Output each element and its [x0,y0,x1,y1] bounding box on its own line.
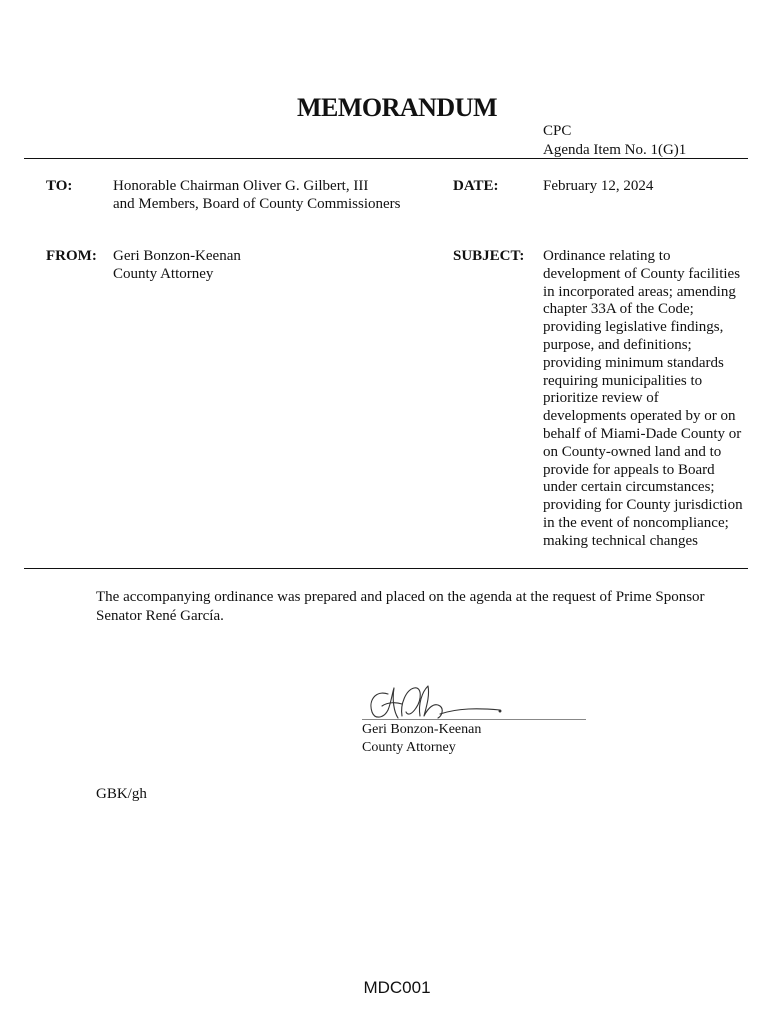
subject-line: provide for appeals to Board [543,461,715,478]
from-sender [113,248,241,284]
from-label: FROM: [46,248,97,264]
subject-line: requiring municipalities to [543,372,703,389]
to-label: TO: [46,178,73,194]
body-line-2: Senator René García. [96,607,224,624]
body-divider [24,568,748,569]
to-recipients [113,178,400,214]
subject-line: prioritize review of [543,390,659,407]
signatory-name: Geri Bonzon-Keenan [362,722,482,737]
header-divider [24,158,748,159]
from-line-1: Geri Bonzon-Keenan [113,248,241,264]
date-label: DATE: [453,178,499,194]
subject-line: on County-owned land and to [543,443,722,460]
memo-title: MEMORANDUM [296,93,498,122]
from-line-2: County Attorney [113,265,214,282]
page-footer-code: MDC001 [363,978,431,997]
subject-line: making technical changes [543,532,698,549]
agenda-reference [543,122,686,160]
signature-block [362,721,481,756]
subject-label: SUBJECT: [453,248,525,264]
subject-line: chapter 33A of the Code; [543,301,694,318]
body-paragraph [96,588,736,625]
subject-text [543,248,753,551]
subject-line: providing for County jurisdiction [543,497,743,514]
subject-line: in the event of noncompliance; [543,514,729,531]
date-value: February 12, 2024 [543,178,654,194]
subject-line: developments operated by or on [543,408,736,425]
to-line-1: Honorable Chairman Oliver G. Gilbert, III [113,178,369,194]
subject-line: in incorporated areas; amending [543,283,736,300]
to-line-2: and Members, Board of County Commissioners [113,195,401,212]
subject-line: providing legislative findings, [543,319,724,336]
subject-line: providing minimum standards [543,354,724,371]
body-line-1: The accompanying ordinance was prepared and placed on the agenda at the request of Prime Sponsor [96,589,705,605]
handwritten-signature [362,676,542,722]
signatory-title: County Attorney [362,739,456,755]
committee-code: CPC [543,123,572,139]
subject-line: Ordinance relating to [543,248,671,264]
subject-line: purpose, and definitions; [543,336,692,353]
agenda-item-number: Agenda Item No. 1(G)1 [543,142,687,158]
subject-line: development of County facilities [543,265,741,282]
reference-initials: GBK/gh [96,786,147,802]
subject-line: under certain circumstances; [543,479,715,496]
subject-line: behalf of Miami-Dade County or [543,425,742,442]
signature-line [362,719,586,720]
